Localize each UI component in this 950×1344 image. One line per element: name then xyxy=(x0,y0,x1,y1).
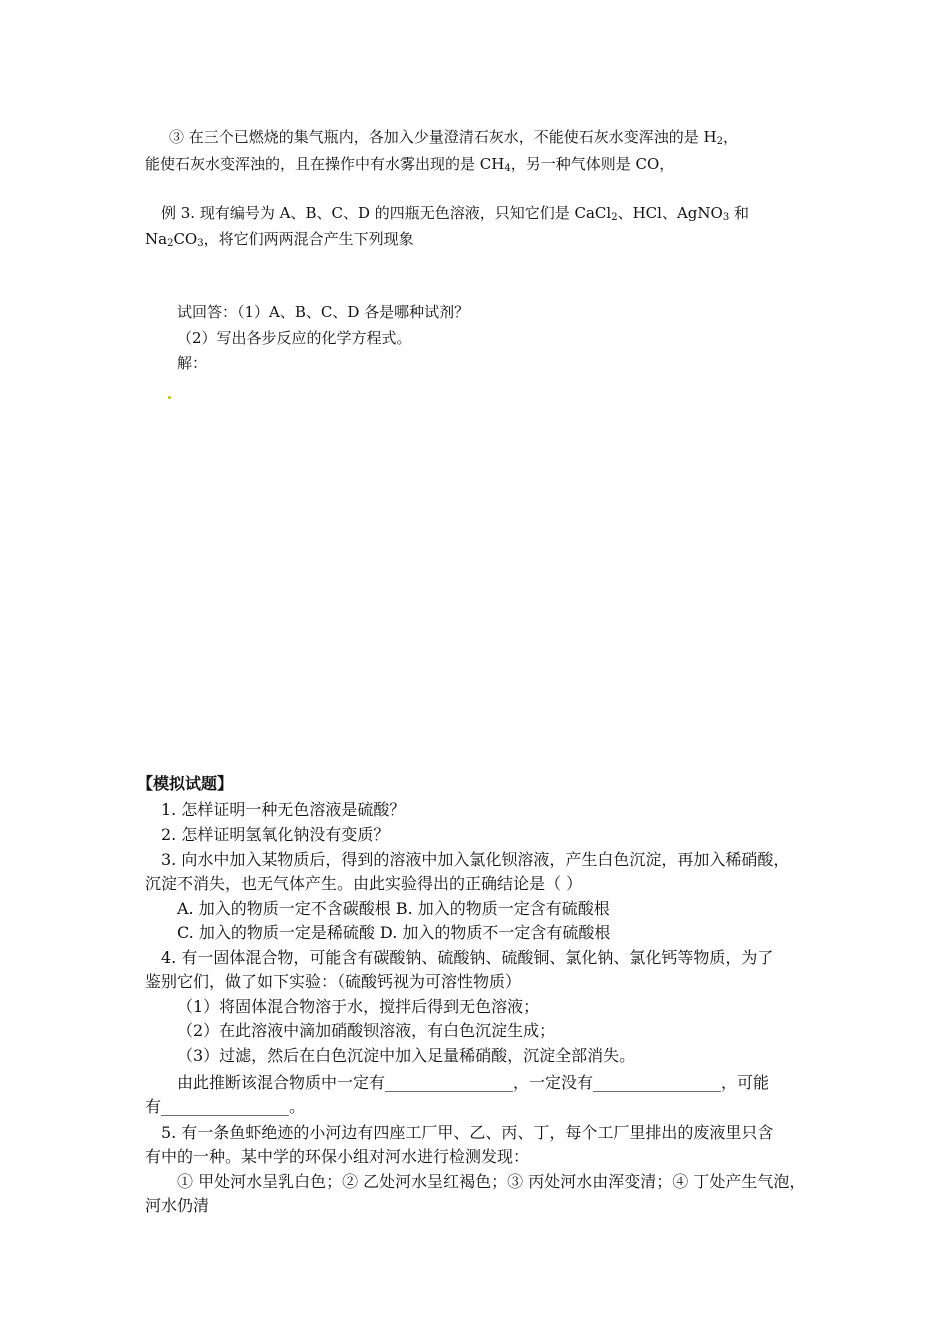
mock-question-4-step2: （2）在此溶液中滴加硝酸钡溶液，有白色沉淀生成； xyxy=(177,1021,556,1040)
example3-line1-mid: 、HCl、AgNO xyxy=(617,204,723,222)
mock-question-3-line1: 3. 向水中加入某物质后，得到的溶液中加入氯化钡溶液，产生白色沉淀，再加入稀硝酸， xyxy=(161,850,790,869)
agno3-subscript: 3 xyxy=(722,212,730,223)
stray-dot-mark xyxy=(168,396,171,399)
example3-line1 xyxy=(161,203,749,223)
ch4-subscript: 4 xyxy=(504,163,511,174)
para3-line2 xyxy=(145,154,674,174)
example3-question1: 试回答：（1）A、B、C、D 各是哪种试剂？ xyxy=(177,303,470,321)
example3-line2-end: ，将它们两两混合产生下列现象 xyxy=(203,230,414,248)
example3-question2: （2）写出各步反应的化学方程式。 xyxy=(177,329,412,347)
co-text: CO xyxy=(173,230,198,248)
mock-question-2: 2. 怎样证明氢氧化钠没有变质？ xyxy=(161,825,390,844)
example3-answer-label: 解： xyxy=(177,354,208,372)
na-text: Na xyxy=(145,230,168,248)
mock-question-5-line4: 河水仍清 xyxy=(145,1196,210,1215)
mock-question-4-step1: （1）将固体混合物溶于水，搅拌后得到无色溶液； xyxy=(177,997,540,1016)
mock-question-4-conclusion1: 由此推断该混合物质中一定有________________，一定没有________________，可能 xyxy=(177,1073,770,1092)
example3-line1-text: 例 3. 现有编号为 A、B、C、D 的四瓶无色溶液，只知它们是 CaCl xyxy=(161,204,612,222)
mock-question-4-conclusion2: 有________________。 xyxy=(145,1097,306,1116)
mock-question-3-options-ab: A. 加入的物质一定不含碳酸根 B. 加入的物质一定含有硫酸根 xyxy=(177,899,610,918)
mock-question-4-line2: 鉴别它们，做了如下实验：（硫酸钙视为可溶性物质） xyxy=(145,972,522,991)
mock-question-4-line1: 4. 有一固体混合物，可能含有碳酸钠、硫酸钠、硫酸铜、氯化钠、氯化钙等物质，为了 xyxy=(161,948,774,967)
mock-question-5-line1: 5. 有一条鱼虾绝迹的小河边有四座工厂甲、乙、丙、丁，每个工厂里排出的废液里只含 xyxy=(161,1123,774,1142)
mock-question-3-options-cd: C. 加入的物质一定是稀硫酸 D. 加入的物质不一定含有硫酸根 xyxy=(177,923,611,942)
mock-heading: 【模拟试题】 xyxy=(137,774,234,793)
na2-subscript: 2 xyxy=(167,238,174,249)
mock-question-5-line2: 有中的一种。某中学的环保小组对河水进行检测发现： xyxy=(145,1147,530,1166)
mock-question-4-step3: （3）过滤，然后在白色沉淀中加入足量稀硝酸，沉淀全部消失。 xyxy=(177,1046,636,1065)
h2-subscript: 2 xyxy=(716,136,723,147)
para3-line1 xyxy=(169,127,738,147)
example3-line1-end: 和 xyxy=(729,204,749,222)
example3-line2 xyxy=(145,229,414,249)
cacl2-subscript: 2 xyxy=(611,212,618,223)
mock-question-1: 1. 怎样证明一种无色溶液是硫酸？ xyxy=(161,800,406,819)
co3-subscript: 3 xyxy=(197,238,204,249)
mock-question-3-line2: 沉淀不消失，也无气体产生。由此实验得出的正确结论是（ ） xyxy=(145,874,583,893)
mock-question-5-line3: ① 甲处河水呈乳白色；② 乙处河水呈红褐色；③ 丙处河水由浑变清；④ 丁处产生气泡， xyxy=(177,1172,806,1191)
para3-line1-end: ， xyxy=(723,128,739,146)
para3-line2-text: 能使石灰水变浑浊的，且在操作中有水雾出现的是 CH xyxy=(145,155,505,173)
para3-line1-text: ③ 在三个已燃烧的集气瓶内，各加入少量澄清石灰水，不能使石灰水变浑浊的是 H xyxy=(169,128,717,146)
para3-line2-end: ，另一种气体则是 CO， xyxy=(510,155,675,173)
